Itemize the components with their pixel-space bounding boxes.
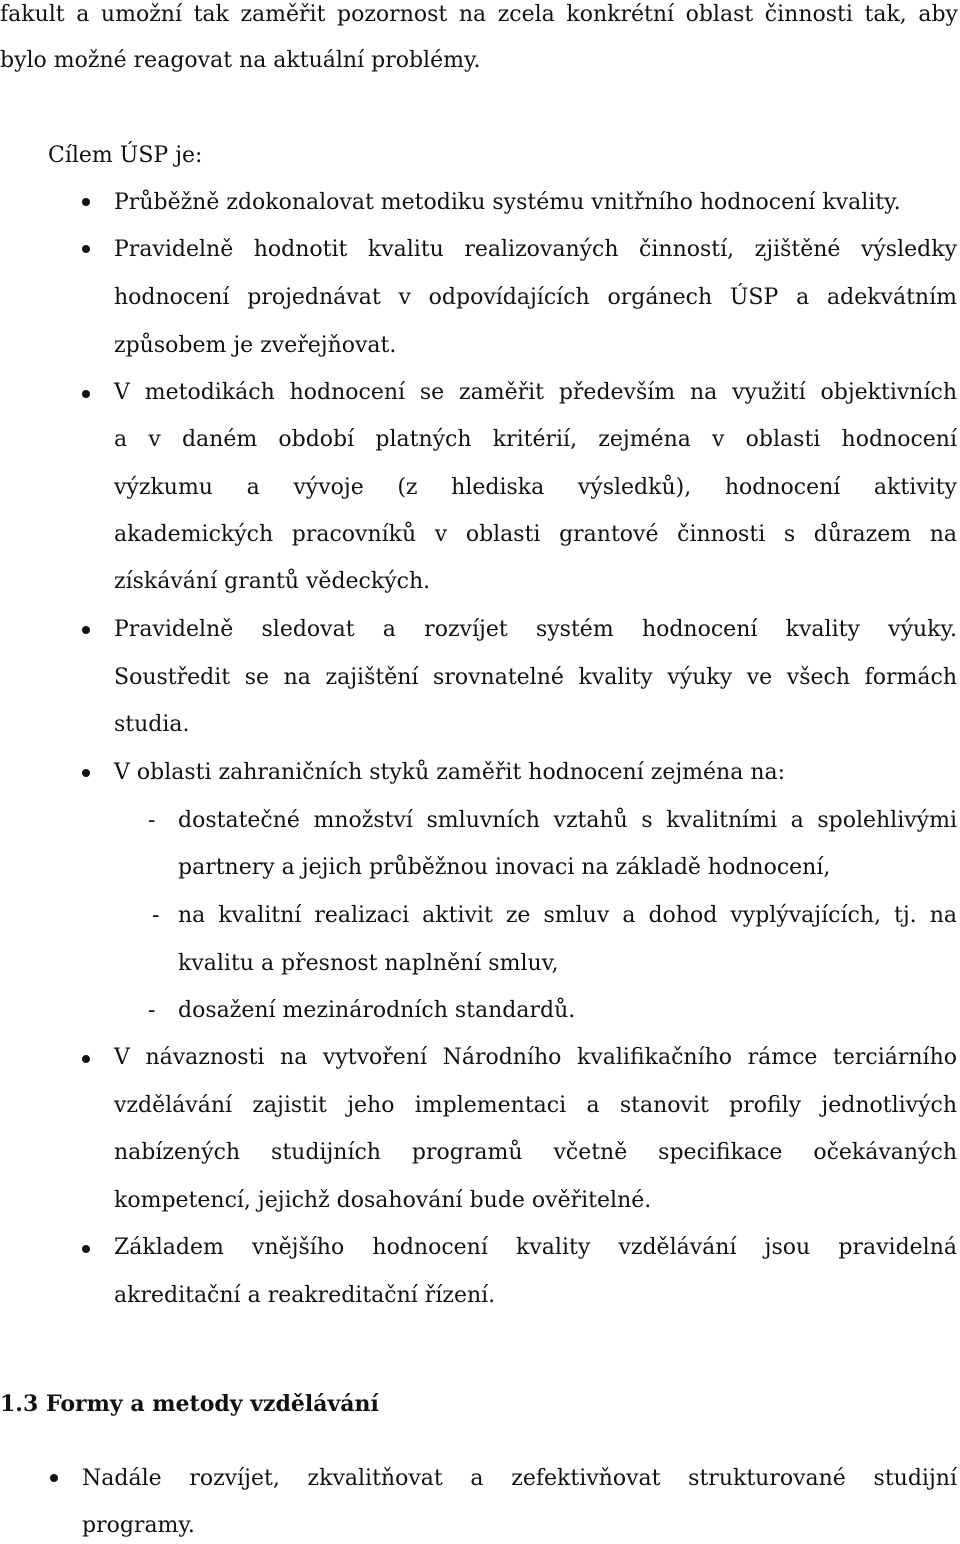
bullet-6-line-2: vzdělávání zajistit jeho implementaci a stanovit profily jednotlivých <box>114 1093 957 1118</box>
subitem-3-line-1: dosažení mezinárodních standardů. <box>178 998 576 1023</box>
bullet-6-line-4: kompetencí, jejichž dosahování bude ověřitelné. <box>114 1188 652 1213</box>
dash-marker: - <box>148 808 156 833</box>
bullet-icon <box>82 769 90 777</box>
bullet-7-line-1: Základem vnějšího hodnocení kvality vzdělávání jsou pravidelná <box>114 1235 957 1260</box>
bullet-icon <box>82 626 90 634</box>
subitem-2-line-2: kvalitu a přesnost naplnění smluv, <box>178 951 559 976</box>
bullet-7-line-2: akreditační a reakreditační řízení. <box>114 1283 496 1308</box>
section-heading <box>0 1389 379 1419</box>
bullet-3-line-2: a v daném období platných kritérií, zejména v oblasti hodnocení <box>114 427 957 452</box>
dash-marker: - <box>152 903 160 928</box>
bullet-3-line-1: V metodikách hodnocení se zaměřit především na využití objektivních <box>114 380 957 405</box>
intro-line-1: fakult a umožní tak zaměřit pozornost na zcela konkrétní oblast činnosti tak, aby <box>0 2 958 27</box>
bullet-5-line-1: V oblasti zahraničních styků zaměřit hodnocení zejména na: <box>114 760 786 785</box>
section-number: 1.3 <box>0 1391 39 1417</box>
bullet-1-line-1: Průběžně zdokonalovat metodiku systému vnitřního hodnocení kvality. <box>114 190 901 215</box>
dash-marker: - <box>148 998 156 1023</box>
bullet-icon <box>82 390 90 398</box>
bullet-3-line-5: získávání grantů vědeckých. <box>114 569 431 594</box>
subitem-1-line-2: partnery a jejich průběžnou inovaci na základě hodnocení, <box>178 855 831 880</box>
subitem-1-line-1: dostatečné množství smluvních vztahů s kvalitními a spolehlivými <box>178 808 957 833</box>
bullet-4-line-1: Pravidelně sledovat a rozvíjet systém hodnocení kvality výuky. <box>114 617 957 642</box>
bullet-3-line-4: akademických pracovníků v oblasti grantové činnosti s důrazem na <box>114 522 957 547</box>
bullet-2-line-3: způsobem je zveřejňovat. <box>114 333 397 358</box>
subitem-2-line-1: na kvalitní realizaci aktivit ze smluv a dohod vyplývajících, tj. na <box>178 903 957 928</box>
section-bullet-1-line-2: programy. <box>82 1513 195 1538</box>
bullet-icon <box>50 1474 58 1482</box>
bullet-2-line-1: Pravidelně hodnotit kvalitu realizovaných činností, zjištěné výsledky <box>114 237 957 262</box>
bullet-4-line-3: studia. <box>114 712 190 737</box>
section-title: Formy a metody vzdělávání <box>45 1391 379 1417</box>
bullet-6-line-1: V návaznosti na vytvoření Národního kvalifikačního rámce terciárního <box>114 1045 957 1070</box>
intro-line-2: bylo možné reagovat na aktuální problémy. <box>0 48 481 73</box>
bullet-2-line-2: hodnocení projednávat v odpovídajících orgánech ÚSP a adekvátním <box>114 285 957 310</box>
bullet-4-line-2: Soustředit se na zajištění srovnatelné kvality výuky ve všech formách <box>114 665 957 690</box>
bullet-icon <box>82 245 90 253</box>
bullet-6-line-3: nabízených studijních programů včetně specifikace očekávaných <box>114 1140 957 1165</box>
bullet-icon <box>82 1055 90 1063</box>
goals-title: Cílem ÚSP je: <box>48 143 203 168</box>
bullet-icon <box>82 1245 90 1253</box>
bullet-icon <box>82 198 90 206</box>
bullet-3-line-3: výzkumu a vývoje (z hlediska výsledků), hodnocení aktivity <box>114 475 957 500</box>
section-bullet-1-line-1: Nadále rozvíjet, zkvalitňovat a zefektivňovat strukturované studijní <box>82 1466 957 1491</box>
